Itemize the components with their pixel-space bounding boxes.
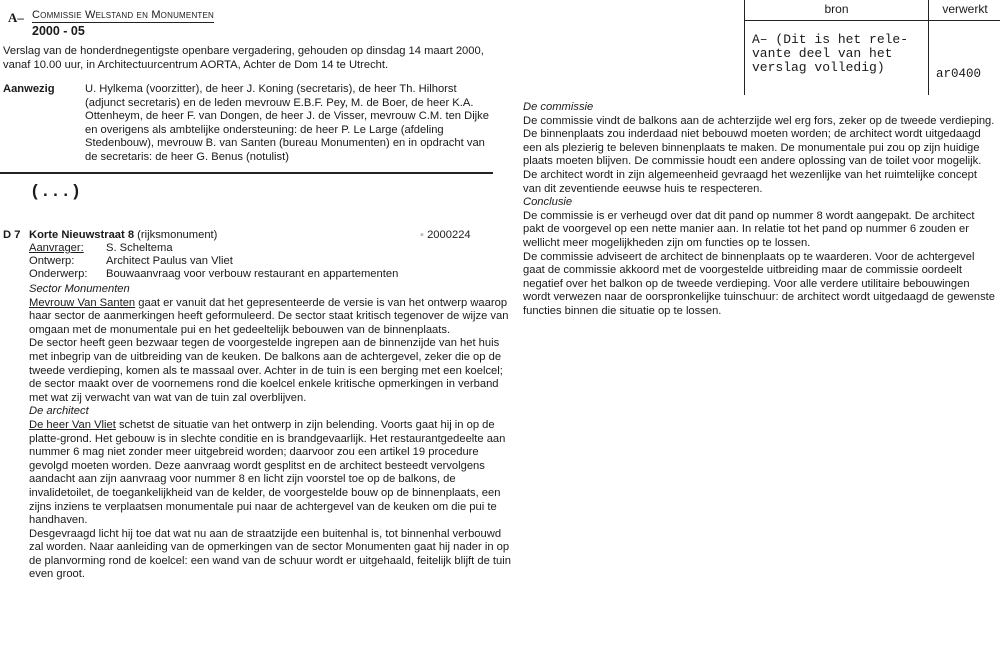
source-table — [744, 0, 1000, 95]
meeting-intro: Verslag van de honderdnegentigste openbare vergadering, gehouden op dinsdag 14 maart 2000, vanaf 10.00 uur, in Architectuurcentrum AORTA, Achter de Dom 14 te Utrecht. — [3, 45, 484, 71]
field-label-ontwerp: Ontwerp: — [29, 255, 75, 267]
architect-heading: De architect — [29, 405, 89, 418]
item-title — [29, 229, 217, 243]
field-value-onderwerp: Bouwaanvraag voor verbouw restaurant en appartementen — [106, 268, 399, 280]
committee-advice — [523, 101, 998, 319]
conclusie-heading: Conclusie — [523, 196, 573, 209]
attendees-list: U. Hylkema (voorzitter), de heer J. Koning (secretaris), de heer Th. Hilhorst (adjunct secretaris) en de leden mevrouw E.B.F. Pey, M. de Boer, de heer K.A. Ottenheym, de heer F. van Dongen, de heer J. de Visser, mevrouw C.M. ten Dijke en overigens als ambtelijke ondersteuning: de heer P. Le Large (afdeling Stedenbouw), mevrouw B. van Santen (bureau Monumenten) en in opdracht van de secretaris: de heer G. Benus (notulist) — [85, 83, 489, 163]
item-status: (rijksmonument) — [134, 229, 218, 241]
omission-marker: (...) — [30, 183, 82, 202]
item-reference — [420, 229, 471, 243]
field-label-onderwerp: Onderwerp: — [29, 268, 88, 280]
sector-speaker: Mevrouw Van Santen — [29, 296, 136, 309]
column-header-verwerkt: verwerkt — [942, 2, 988, 16]
faded-mark-icon: ▪ — [420, 229, 428, 241]
column-header-bron: bron — [824, 2, 849, 16]
conclusie-paragraph-2: De commissie adviseert de architect de binnenplaats op te waarderen. Voor de achtergevel gaat de commissie akkoord met de voorgestelde uitbreiding maar de commissie oordeelt negatief over het balkon op de tweede verdieping. Voor alle verdere utilitaire bebouwingen wordt verwezen naar de oorspronkelijke tuinschuur: de architect wordt uitgedaagd de gewenste functies binnen die situatie op te lossen. — [523, 250, 996, 317]
committee-title: Commissie Welstand en Monumenten — [32, 9, 215, 21]
commissie-paragraph-1: De commissie vindt de balkons aan de achterzijde wel erg fors, zeker op de tweede verdieping. De binnenplaats zou inderdaad niet bebouwd moeten worden; de architect wordt uitgedaagd een als plezierig te beleven binnenplaats te maken. De monumentale pui zou op zijn huidige plaats moeten blijven. De commissie houdt een andere oplossing van de toilet voor mogelijk. — [523, 114, 995, 168]
commissie-heading: De commissie — [523, 101, 594, 113]
sector-paragraph-2: De sector heeft geen bezwaar tegen de voorgestelde ingrepen aan de binnenzijde van het huis met inbegrip van de uitbreiding van de keuken. De balkons aan de achtergevel, zeker die op de tweede verdieping, komen als te massaal over. Achter in de tuin is een berging met een koelcel; de sector maakt over de voornemens rond die koelcel enkele kritische opmerkingen in verband met wat zij verwacht van wat van de tuin zal overblijven. — [29, 337, 503, 404]
section-divider — [0, 172, 493, 174]
meeting-number: 2000 - 05 — [32, 24, 85, 38]
field-value-aanvrager: S. Scheltema — [106, 242, 173, 254]
table-header-divider — [744, 20, 1000, 21]
field-label-aanvrager: Aanvrager: — [29, 242, 84, 254]
sector-text-1: gaat er vanuit dat het gepresenteerde de versie is van het ontwerp waarop haar sector de aanmerkingen heeft geformuleerd. De sector staat kritisch tegenover de wijze van omgaan met de monumentale pui en het gedeeltelijk bebouwen van de binnenplaats. — [29, 296, 509, 336]
sector-paragraph-1 — [29, 297, 511, 338]
architect-paragraph-2: Desgevraagd licht hij toe dat wat nu aan de straatzijde een buitenhal is, tot binnenhal verbouwd zal worden. Naar aanleiding van de opmerkingen van de sector Monumenten gaat hij nader in op de planvorming rond de koelcel: een wand van de schuur wordt er uitgehaald, feitelijk blijft de tuin even groot. — [29, 527, 511, 581]
architect-text-1: schetst de situatie van het ontwerp in zijn belending. Voorts gaat hij in op de platte-grond. Het gebouw is in slechte conditie en is brandgevaarlijk. Het restaurantgedeelte aan nummer 6 mag niet zonder meer uitgebreid worden; daarvoor zou een artikel 19 procedure gevolgd moeten worden. Deze aanvraag wordt gesplitst en de architect besteedt vervolgens aandacht aan zijn aanvraag voor nummer 8 en licht zijn voorstel toe op de balkons, de invalidetoilet, de toegankelijkheid van de kelder, de voorgestelde bouw op de binnenplaats, een zijns inziens te verplaatsen monumentale pui naar de achtergevel van de keuken om die pui te handhaven. — [29, 418, 506, 527]
commissie-paragraph-2: De architect wordt in zijn algemeenheid gevraagd het wezenlijke van het ruimtelijke concept van dit zeventiende eeuwse huis te respecteren. — [523, 168, 977, 195]
architect-paragraph-1 — [29, 419, 511, 528]
sector-heading: Sector Monumenten — [29, 283, 130, 295]
item-number: D 7 — [3, 229, 21, 241]
item-reference-number: 2000224 — [427, 229, 471, 241]
field-value-ontwerp: Architect Paulus van Vliet — [106, 255, 233, 267]
source-note: A– (Dit is het rele-vante deel van het verslag volledig) — [752, 32, 909, 75]
item-discussion — [29, 283, 511, 582]
document-prefix: A– — [8, 10, 24, 25]
conclusie-paragraph-1: De commissie is er verheugd over dat dit pand op nummer 8 wordt aangepakt. De architect pakt de voorgevel op een nette manier aan. In relatie tot het pand op nummer 6 zouden er wellicht meer mogelijkheden zijn om functies op te lossen. — [523, 209, 975, 249]
processed-code: ar0400 — [936, 67, 982, 81]
item-address: Korte Nieuwstraat 8 — [29, 229, 135, 241]
architect-speaker: De heer Van Vliet — [29, 418, 116, 431]
attendees-label: Aanwezig — [3, 83, 55, 95]
